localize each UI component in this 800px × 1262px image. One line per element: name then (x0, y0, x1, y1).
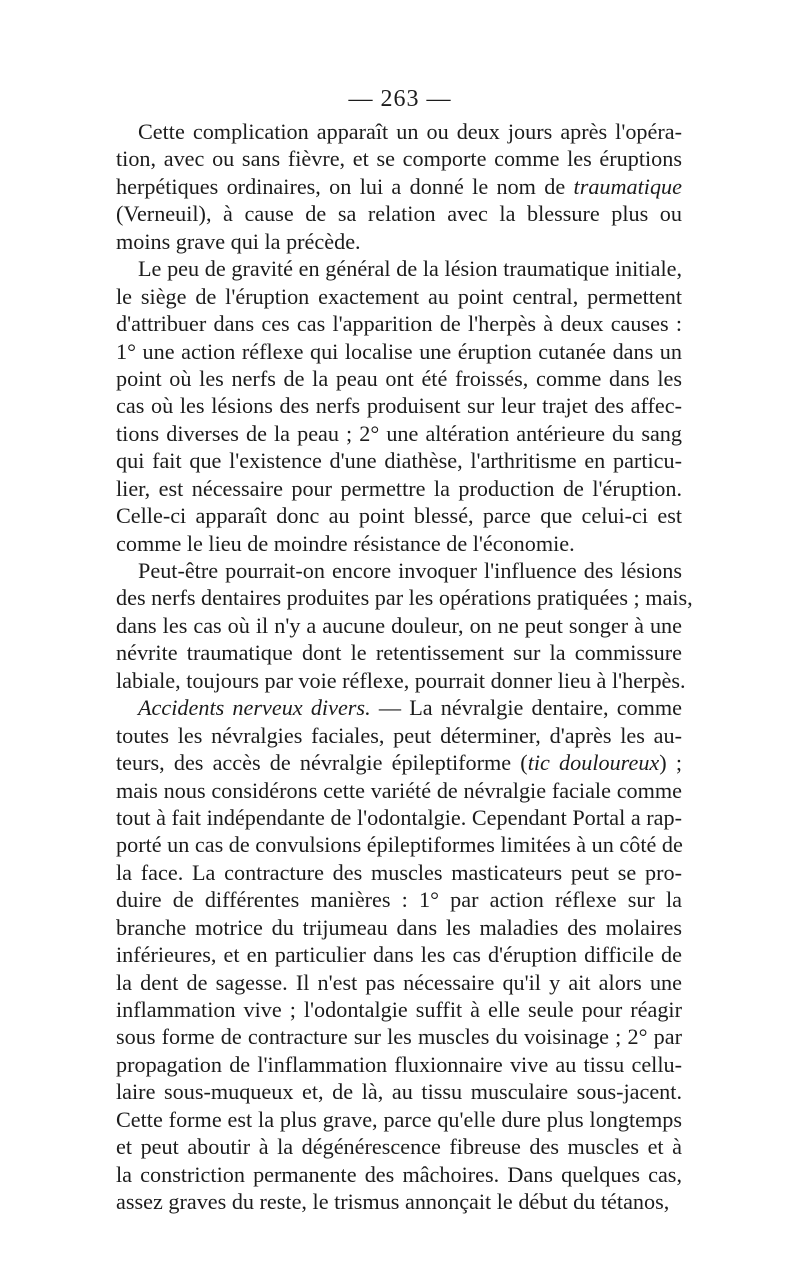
line-text: — La névralgie dentaire, comme (370, 695, 683, 721)
text-line (116, 886, 682, 913)
text-line (116, 447, 682, 474)
line-text: toutes les névralgies faciales, peut déterminer, d'après les au- (116, 722, 682, 748)
line-text: Cette complication apparaît un ou deux jours après l'opéra- (138, 119, 682, 144)
line-text: inflammation vive ; l'odontalgie suffit à elle seule pour réagir (116, 997, 682, 1022)
line-text: moins grave qui la précède. (116, 228, 361, 254)
text-line (116, 173, 682, 200)
line-text: tout à fait indépendante de l'odontalgie. Cependant Portal a rap- (116, 804, 682, 830)
text-line (116, 584, 693, 611)
text-line (116, 200, 682, 227)
line-text: Le peu de gravité en général de la lésion traumatique initiale, (138, 256, 682, 282)
text-line (116, 502, 682, 529)
text-line (116, 804, 682, 831)
text-line (116, 338, 682, 365)
line-text: herpétiques ordinaires, on lui a donné le nom de (116, 173, 574, 199)
text-line (116, 667, 686, 694)
line-text: cas où les lésions des nerfs produisent sur leur trajet des affec- (116, 393, 682, 419)
text-line (116, 1023, 682, 1050)
text-line (116, 145, 682, 172)
line-text: le siège de l'éruption exactement au point central, permettent (116, 283, 682, 309)
line-text: Cette forme est la plus grave, parce qu'elle dure plus longtemps (116, 1106, 682, 1132)
text-line (116, 612, 682, 639)
line-text: 1° une action réflexe qui localise une éruption cutanée dans un (116, 338, 682, 364)
text-line (116, 1106, 682, 1133)
line-text: dans les cas où il n'y a aucune douleur, on ne peut songer à une (116, 612, 682, 638)
line-text: point où les nerfs de la peau ont été froissés, comme dans les (116, 365, 682, 391)
line-text: porté un cas de convulsions épileptiformes limitées à un côté de (116, 832, 683, 858)
italic-text: traumatique (573, 173, 682, 199)
text-line (116, 530, 682, 557)
line-text: névrite traumatique dont le retentissement sur la commissure (116, 640, 682, 666)
paragraph (116, 255, 682, 557)
line-text: labiale, toujours par voie réflexe, pourrait donner lieu à l'herpès. (116, 667, 686, 693)
text-line (116, 255, 682, 282)
text-line (116, 1051, 682, 1078)
text-line (116, 996, 682, 1023)
line-text: branche motrice du trijumeau dans les maladies des molaires (116, 914, 682, 940)
line-text: tions diverses de la peau ; 2° une altération antérieure du sang (116, 420, 682, 446)
text-line (116, 228, 682, 255)
italic-text: Accidents nerveux divers. (138, 695, 371, 721)
line-text: teurs, des accès de névralgie épileptiforme ( (116, 750, 528, 776)
paragraph (116, 694, 682, 1215)
line-text: inférieures, et en particulier dans les cas d'éruption difficile de (116, 942, 682, 968)
text-line (116, 118, 682, 145)
line-text: sous forme de contracture sur les muscles du voisinage ; 2° par (116, 1024, 682, 1050)
line-text: mais nous considérons cette variété de névralgie faciale comme (116, 777, 682, 803)
line-text: ) ; (659, 750, 682, 776)
text-line (116, 777, 682, 804)
line-text: tion, avec ou sans fièvre, et se comporte comme les éruptions (116, 146, 682, 172)
line-text: Celle-ci apparaît donc au point blessé, parce que celui-ci est (116, 503, 682, 529)
text-line (116, 365, 682, 392)
text-line (116, 749, 682, 776)
text-line (116, 420, 682, 447)
line-text: des nerfs dentaires produites par les opérations pratiquées ; mais, (116, 585, 693, 611)
line-text: la constriction permanente des mâchoires. Dans quelques cas, (116, 1161, 682, 1187)
line-text: laire sous-muqueux et, de là, au tissu musculaire sous-jacent. (116, 1079, 682, 1105)
page-number: — 263 — (348, 86, 452, 112)
text-line (116, 1161, 682, 1188)
text-line (116, 392, 682, 419)
text-line (116, 722, 682, 749)
text-line (116, 1188, 682, 1215)
line-text: la face. La contracture des muscles masticateurs peut se pro- (116, 859, 682, 885)
text-line (116, 283, 682, 310)
line-text: comme le lieu de moindre résistance de l'économie. (116, 530, 575, 556)
text-line (116, 694, 682, 721)
text-line (116, 1078, 682, 1105)
paragraph (116, 118, 682, 255)
text-line (116, 914, 682, 941)
text-line (116, 557, 682, 584)
text-line (116, 639, 682, 666)
line-text: (Verneuil), à cause de sa relation avec la blessure plus ou (116, 201, 682, 227)
text-line (116, 1133, 682, 1160)
line-text: propagation de l'inflammation fluxionnaire vive au tissu cellu- (116, 1051, 682, 1077)
line-text: d'attribuer dans ces cas l'apparition de l'herpès à deux causes : (116, 311, 682, 337)
paragraph (116, 557, 693, 694)
text-line (116, 969, 682, 996)
line-text: qui fait que l'existence d'une diathèse, l'arthritisme en particu- (116, 448, 682, 474)
line-text: duire de différentes manières : 1° par action réflexe sur la (116, 887, 682, 913)
line-text: assez graves du reste, le trismus annonçait le début du tétanos, (116, 1189, 670, 1215)
text-line (116, 475, 682, 502)
text-line (116, 831, 682, 858)
text-line (116, 941, 682, 968)
line-text: Peut-être pourrait-on encore invoquer l'influence des lésions (138, 558, 682, 583)
italic-text: tic douloureux (527, 750, 660, 776)
text-line (116, 859, 682, 886)
line-text: lier, est nécessaire pour permettre la production de l'éruption. (116, 475, 682, 501)
body-text (116, 118, 693, 1216)
line-text: et peut aboutir à la dégénérescence fibreuse des muscles et à (116, 1134, 682, 1160)
line-text: la dent de sagesse. Il n'est pas nécessaire qu'il y ait alors une (116, 969, 682, 995)
text-line (116, 310, 682, 337)
